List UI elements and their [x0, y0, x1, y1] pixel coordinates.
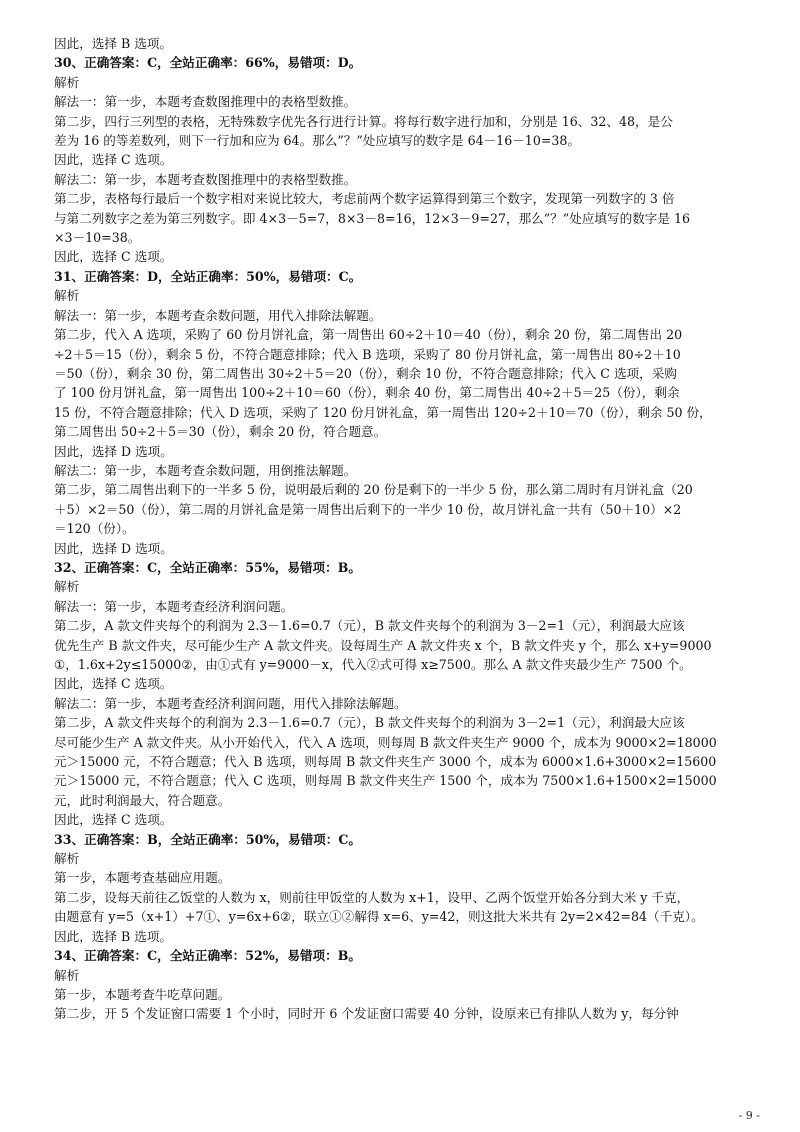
text-line: ＋5）×2＝50（份），第二周的月饼礼盒是第一周售出后剩下的一半少 10 份，故月饼礼盒一共有（50＋10）×2 [54, 501, 682, 517]
text-line: 与第二列数字之差为第三列数字。即 4×3－5=7，8×3－8=16，12×3－9=27，那么”？”处应填写的数字是 16 [54, 210, 691, 226]
text-line: 元，此时利润最大，符合题意。 [54, 792, 231, 808]
text-line: 第二步，第二周售出剩下的一半多 5 份，说明最后剩的 20 份是剩下的一半少 5 份，那么第二周时有月饼礼盒（20 [54, 482, 693, 498]
text-line: 第二步，表格每行最后一个数字相对来说比较大，考虑前两个数字运算得到第三个数字，发现第一列数字的 3 倍 [54, 191, 675, 207]
text-line: 第二周售出 50÷2＋5＝30（份），剩余 20 份，符合题意。 [54, 424, 387, 440]
text-line: 因此，选择 C 选项。 [54, 676, 173, 692]
text-line: 解析 [54, 967, 80, 983]
text-line: 解法一：第一步，本题考查经济利润问题。 [54, 598, 294, 614]
text-line: 第二步，A 款文件夹每个的利润为 2.3－1.6=0.7（元），B 款文件夹每个的利润为 3－2=1（元），利润最大应该 [54, 715, 685, 731]
text-line: 了 100 份月饼礼盒，第一周售出 100÷2＋10＝60（份），剩余 40 份，第二周售出 40÷2＋5＝25（份），剩余 [54, 385, 680, 401]
text-line: 由题意有 y=5（x+1）+7①、y=6x+6②，联立①②解得 x=6、y=42，则这批大米共有 2y=2×42=84（千克）。 [54, 909, 704, 925]
text-line: ÷2＋5＝15（份），剩余 5 份，不符合题意排除；代入 B 选项，采购了 80 份月饼礼盒，第一周售出 80÷2＋10 [54, 346, 681, 362]
text-line: 因此，选择 C 选项。 [54, 249, 173, 265]
text-line: 因此，选择 C 选项。 [54, 152, 173, 168]
text-line: ＝120（份）。 [54, 521, 135, 537]
text-line: 解析 [54, 288, 80, 304]
text-line: 第二步，开 5 个发证窗口需要 1 个小时，同时开 6 个发证窗口需要 40 分钟，设原来已有排队人数为 y，每分钟 [54, 1006, 679, 1022]
text-line: 第一步，本题考查基础应用题。 [54, 870, 231, 886]
answer-heading: 30、正确答案：C，全站正确率：66%，易错项：D。 [54, 55, 362, 71]
answer-heading: 32、正确答案：C，全站正确率：55%，易错项：B。 [54, 559, 361, 575]
text-line: ＝50（份），剩余 30 份，第二周售出 30÷2＋5＝20（份），剩余 10 份，不符合题意排除；代入 C 选项，采购 [54, 365, 677, 381]
text-line: 元＞15000 元，不符合题意；代入 C 选项，则每周 B 款文件夹生产 1500 个，成本为 7500×1.6+1500×2=15000 [54, 773, 717, 789]
answer-heading: 34、正确答案：C，全站正确率：52%，易错项：B。 [54, 948, 361, 964]
text-line: 尽可能少生产 A 款文件夹。从小开始代入，代入 A 选项，则每周 B 款文件夹生产 9000 个，成本为 9000×2=18000 [54, 734, 717, 750]
text-line: 因此，选择 D 选项。 [54, 540, 173, 556]
text-line: 第二步，A 款文件夹每个的利润为 2.3－1.6=0.7（元），B 款文件夹每个的利润为 3－2=1（元），利润最大应该 [54, 618, 685, 634]
document-body [54, 34, 760, 1024]
answer-heading: 33、正确答案：B，全站正确率：50%，易错项：C。 [54, 831, 361, 847]
text-line: 差为 16 的等差数列，则下一行加和应为 64。那么”？”处应填写的数字是 64－16－10=38。 [54, 133, 580, 149]
text-line: 解法二：第一步，本题考查数图推理中的表格型数推。 [54, 171, 357, 187]
text-line: 解析 [54, 74, 80, 90]
text-line: ①，1.6x+2y≤15000②，由①式有 y=9000－x，代入②式可得 x≥7500。那么 A 款文件夹最少生产 7500 个。 [54, 657, 692, 672]
text-line: 解析 [54, 851, 80, 867]
text-line: 解法二：第一步，本题考查经济利润问题，用代入排除法解题。 [54, 695, 407, 711]
text-line: 15 份，不符合题意排除；代入 D 选项，采购了 120 份月饼礼盒，第一周售出 120÷2＋10＝70（份），剩余 50 份， [54, 404, 712, 420]
page-number: - 9 - [738, 1109, 760, 1122]
text-line: 因此，选择 B 选项。 [54, 36, 173, 51]
text-line: 第一步，本题考查牛吃草问题。 [54, 986, 231, 1002]
text-line: 解法一：第一步，本题考查数图推理中的表格型数推。 [54, 94, 357, 110]
text-line: 因此，选择 B 选项。 [54, 928, 173, 944]
text-line: 解法一：第一步，本题考查余数问题，用代入排除法解题。 [54, 307, 382, 323]
text-line: 优先生产 B 款文件夹，尽可能少生产 A 款文件夹。设每周生产 A 款文件夹 x 个，B 款文件夹 y 个，那么 x+y=9000 [54, 637, 712, 653]
text-line: 第二步，代入 A 选项，采购了 60 份月饼礼盒，第一周售出 60÷2＋10＝40（份），剩余 20 份，第二周售出 20 [54, 327, 683, 343]
text-line: 解法二：第一步，本题考查余数问题，用倒推法解题。 [54, 462, 357, 478]
answer-heading: 31、正确答案：D，全站正确率：50%，易错项：C。 [54, 268, 362, 284]
text-line: 因此，选择 C 选项。 [54, 812, 173, 828]
text-line: 第二步，设每天前往乙饭堂的人数为 x，则前往甲饭堂的人数为 x+1，设甲、乙两个饭堂开始各分到大米 y 千克， [54, 889, 690, 905]
text-line: ×3－10=38。 [54, 230, 141, 246]
text-line: 第二步，四行三列型的表格，无特殊数字优先各行进行计算。将每行数字进行加和，分别是 16、32、48，是公 [54, 113, 673, 129]
text-line: 因此，选择 D 选项。 [54, 443, 173, 459]
text-line: 解析 [54, 579, 80, 595]
text-line: 元＞15000 元，不符合题意；代入 B 选项，则每周 B 款文件夹生产 3000 个，成本为 6000×1.6+3000×2=15600 [54, 754, 717, 770]
